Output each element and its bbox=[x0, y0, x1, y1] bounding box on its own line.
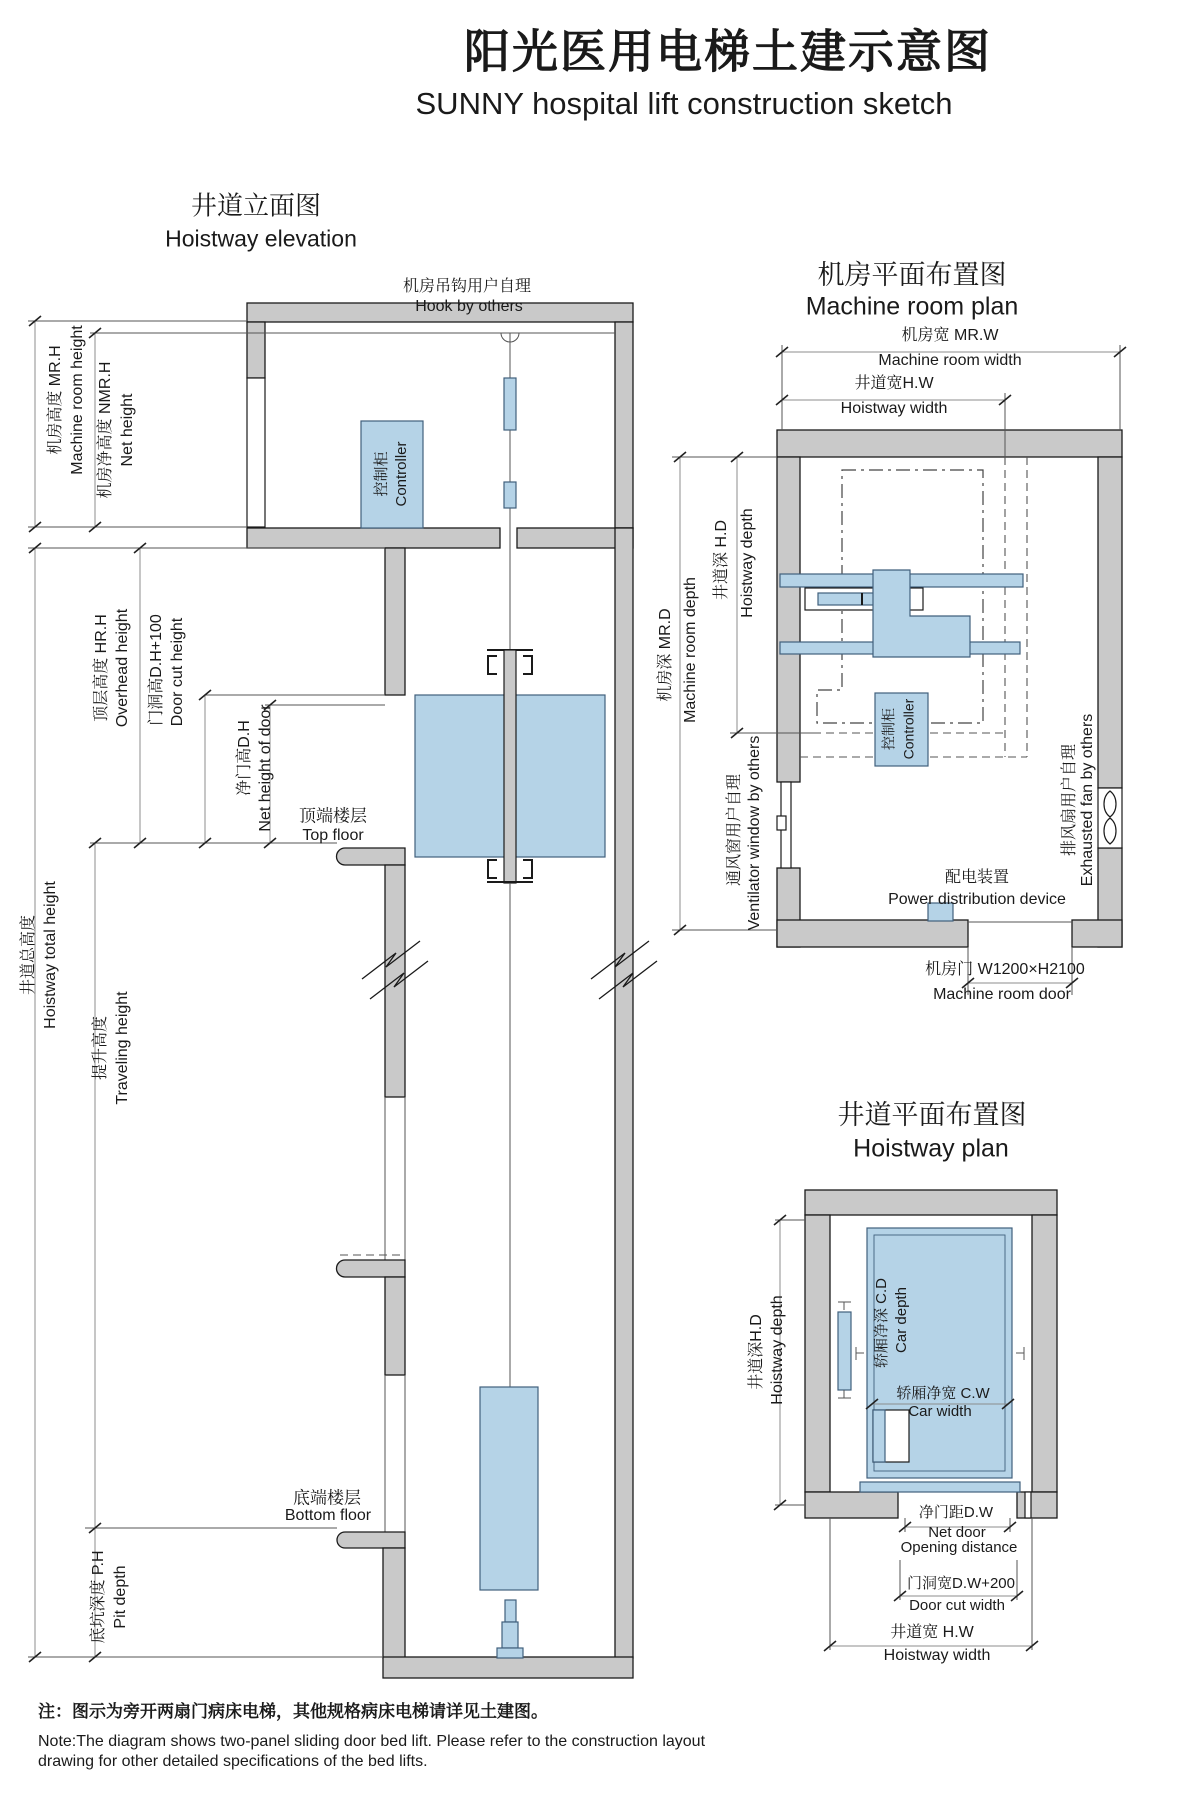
dim-label-hpd-en: Hoistway depth bbox=[769, 1295, 787, 1405]
dim-label-total-zh: 井道总高度 bbox=[20, 914, 38, 996]
mr-door-label-en: Machine room door bbox=[933, 986, 1071, 1004]
hoistway-plan-title-zh: 井道平面布置图 bbox=[837, 1100, 1027, 1131]
dim-label-mrh-en: Machine room height bbox=[69, 325, 87, 475]
mid-floor-sill bbox=[337, 1260, 406, 1277]
fan-blade-icon bbox=[1104, 818, 1116, 844]
counterweight-plan bbox=[838, 1312, 851, 1390]
ventilator-label-zh: 通风窗用户自理 bbox=[726, 773, 744, 887]
page-title-en: SUNNY hospital lift construction sketch bbox=[415, 85, 953, 121]
buffer-plunger bbox=[505, 1600, 516, 1622]
top-floor-label-zh: 顶端楼层 bbox=[299, 806, 367, 826]
rope-hitch-lower bbox=[504, 482, 516, 508]
counterweight-elevation bbox=[480, 1387, 538, 1590]
left-pit-wall bbox=[383, 1548, 405, 1658]
dim-label-overhead-en: Overhead height bbox=[114, 608, 132, 728]
dim-label-nd-en2: Opening distance bbox=[900, 1538, 1018, 1556]
dim-label-cd-zh: 轿厢净深 C.D bbox=[872, 1277, 890, 1369]
dim-label-nd-zh: 净门距D.W bbox=[918, 1503, 994, 1521]
car-sill-plan bbox=[860, 1482, 1020, 1492]
ventilator-handle-icon bbox=[777, 816, 786, 830]
fan-blade-icon bbox=[1104, 791, 1116, 817]
mr-left-wall-stub bbox=[247, 322, 265, 378]
elevation-title-en: Hoistway elevation bbox=[165, 225, 357, 252]
dim-label-hw-zh: 井道宽H.W bbox=[854, 375, 934, 393]
controller-plan-label-zh: 控制柜 bbox=[880, 708, 897, 750]
top-floor-sill bbox=[337, 848, 406, 865]
elevation-machine-room bbox=[247, 303, 633, 650]
dim-label-mrh-zh: 机房高度 MR.H bbox=[47, 345, 65, 455]
dim-label-cd-en: Car depth bbox=[892, 1287, 910, 1353]
dim-label-hpd-zh: 井道深H.D bbox=[748, 1314, 766, 1390]
dim-label-nmrh-en: Net height bbox=[119, 393, 137, 467]
dim-label-mrw-zh: 机房宽 MR.W bbox=[901, 327, 999, 345]
car-rail-left-icon bbox=[856, 1347, 864, 1360]
mr-left-wall-open bbox=[247, 378, 265, 527]
mr-plan-title-en: Machine room plan bbox=[805, 292, 1019, 321]
controller-label-en: Controller bbox=[392, 441, 410, 507]
dim-label-mrw-en: Machine room width bbox=[878, 352, 1022, 370]
top-floor-label-en: Top floor bbox=[302, 827, 364, 845]
dim-label-netdoor-zh: 净门高D.H bbox=[236, 720, 254, 796]
dim-label-overhead-zh: 顶层高度 HR.H bbox=[93, 614, 111, 722]
dim-label-hw-en: Hoistway width bbox=[840, 400, 948, 418]
door-jamb-slot bbox=[1025, 1492, 1031, 1518]
mr-plan-title-zh: 机房平面布置图 bbox=[817, 260, 1007, 291]
bottom-floor-sill bbox=[337, 1532, 405, 1548]
rope-hitch-upper bbox=[504, 378, 516, 430]
dim-label-pit-en: Pit depth bbox=[112, 1565, 130, 1629]
ventilator-label-en: Ventilator window by others bbox=[746, 735, 764, 931]
hook-label-en: Hook by others bbox=[415, 298, 523, 316]
dim-label-hpw-en: Hoistway width bbox=[883, 1647, 991, 1665]
dim-label-dc-zh: 门洞宽D.W+200 bbox=[907, 1574, 1015, 1592]
elevation-dimension-lines bbox=[28, 316, 385, 1662]
mr-door-label-zh: 机房门 W1200×H2100 bbox=[925, 961, 1085, 979]
note-line-2: Note:The diagram shows two-panel sliding door bed lift. Please refer to the construction layout bbox=[38, 1733, 706, 1750]
mrp-top-wall bbox=[777, 430, 1122, 457]
dim-label-mrd-zh: 机房深 MR.D bbox=[657, 608, 675, 702]
dim-ticks bbox=[29, 316, 276, 1662]
dim-label-netdoor-en: Net height of door bbox=[257, 704, 275, 832]
buffer-base bbox=[497, 1648, 523, 1658]
note-line-1: 注：图示为旁开两扇门病床电梯，其他规格病床电梯请详见土建图。 bbox=[38, 1702, 548, 1721]
hp-right-wall bbox=[1032, 1215, 1057, 1492]
car-door-panel bbox=[873, 1410, 885, 1462]
dim-label-hd-zh: 井道深 H.D bbox=[713, 519, 731, 601]
car-sling-rod bbox=[504, 650, 516, 883]
elevation-title-zh: 井道立面图 bbox=[190, 190, 322, 221]
dim-label-dc-en: Door cut width bbox=[909, 1596, 1005, 1614]
dim-label-nmrh-zh: 机房净高度 NMR.H bbox=[97, 361, 115, 499]
mrp-right-wall-upper bbox=[1098, 457, 1122, 788]
controller-plan-label-en: Controller bbox=[900, 698, 917, 760]
dim-label-travel-zh: 提升高度 bbox=[92, 1015, 110, 1081]
hp-left-wall bbox=[805, 1215, 830, 1492]
dim-label-cw-zh: 轿厢净宽 C.W bbox=[896, 1384, 990, 1402]
bottom-floor-label-en: Bottom floor bbox=[284, 1507, 372, 1525]
dim-label-cw-en: Car width bbox=[908, 1402, 972, 1420]
power-label-zh: 配电装置 bbox=[944, 869, 1010, 887]
dim-label-travel-en: Traveling height bbox=[114, 991, 132, 1105]
hook-label-zh: 机房吊钩用户自理 bbox=[402, 278, 532, 296]
mrp-bottom-wall-left bbox=[777, 920, 968, 947]
left-wall-lower-segment bbox=[385, 1277, 405, 1375]
pit-floor-slab bbox=[383, 1657, 633, 1678]
dim-label-hpw-zh: 井道宽 H.W bbox=[890, 1624, 974, 1642]
fan-label-en: Exhausted fan by others bbox=[1079, 713, 1097, 887]
elevation-hoistway bbox=[337, 528, 658, 1678]
car-rail-right-icon bbox=[1016, 1347, 1024, 1360]
controller-label-zh: 控制柜 bbox=[372, 451, 390, 497]
buffer-body bbox=[502, 1622, 518, 1648]
dim-label-nd-en1: Net door bbox=[928, 1523, 986, 1541]
left-wall-top-segment bbox=[385, 548, 405, 695]
mrp-bottom-wall-right bbox=[1072, 920, 1122, 947]
dim-label-doorcut-en: Door cut height bbox=[169, 617, 187, 727]
dim-label-doorcut-zh: 门洞高D.H+100 bbox=[148, 614, 166, 726]
mr-floor-left bbox=[247, 528, 500, 548]
dim-label-hd-en: Hoistway depth bbox=[739, 508, 757, 618]
page-title-zh: 阳光医用电梯土建示意图 bbox=[464, 25, 992, 78]
dim-label-pit-zh: 底坑深度 P.H bbox=[90, 1550, 108, 1644]
fan-label-zh: 排风扇用户自理 bbox=[1061, 743, 1079, 857]
note-line-3: drawing for other detailed specifications of the bed lifts. bbox=[38, 1753, 428, 1770]
hoistway-plan-title-en: Hoistway plan bbox=[853, 1134, 1009, 1163]
dim-label-total-en: Hoistway total height bbox=[42, 881, 60, 1029]
dim-label-mrd-en: Machine room depth bbox=[682, 577, 700, 723]
power-label-en: Power distribution device bbox=[888, 891, 1066, 909]
hp-top-wall bbox=[805, 1190, 1057, 1215]
hp-bottom-wall-left bbox=[805, 1492, 898, 1518]
right-wall bbox=[615, 528, 633, 1658]
hp-bottom-wall-right bbox=[1017, 1492, 1057, 1518]
mr-right-wall bbox=[615, 322, 633, 528]
bottom-floor-label-zh: 底端楼层 bbox=[293, 1488, 361, 1508]
